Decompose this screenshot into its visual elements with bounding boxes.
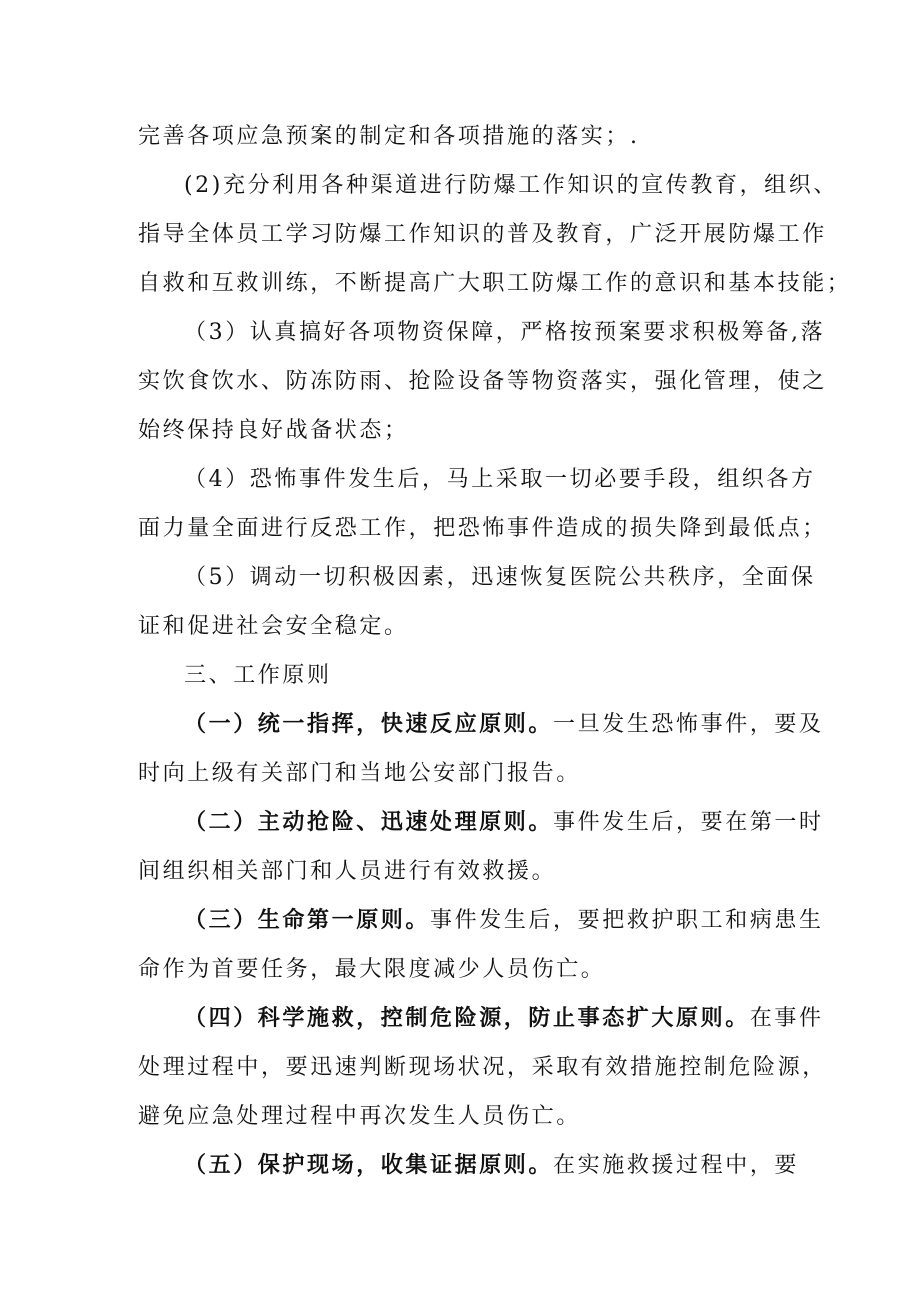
text-line: 处理过程中，要迅速判断现场状况，采取有效措施控制危险源， <box>138 1055 827 1080</box>
principle-line: （二）主动抢险、迅速处理原则。事件发生后，要在第一时 <box>184 809 824 835</box>
text-line: 避免应急处理过程中再次发生人员伤亡。 <box>138 1104 581 1129</box>
text-line: 自救和互救训练，不断提高广大职工防爆工作的意识和基本技能； <box>138 271 852 296</box>
text-line: 时向上级有关部门和当地公安部门报告。 <box>138 761 581 786</box>
text-line: (2)充分利用各种渠道进行防爆工作知识的宣传教育，组织、 <box>184 173 838 198</box>
principle-title: （二）主动抢险、迅速处理原则。 <box>184 809 554 835</box>
text-line: 面力量全面进行反恐工作，把恐怖事件造成的损失降到最低点； <box>138 516 827 541</box>
principle-line: （四）科学施救，控制危险源，防止事态扩大原则。在事件 <box>184 1005 824 1031</box>
principle-title: （五）保护现场，收集证据原则。 <box>184 1152 554 1178</box>
principle-line: （五）保护现场，收集证据原则。在实施救援过程中，要 <box>184 1152 800 1178</box>
principle-title: （四）科学施救，控制危险源，防止事态扩大原则。 <box>184 1005 750 1031</box>
text-line: （3）认真搞好各项物资保障，严格按预案要求积极筹备,落 <box>184 320 826 345</box>
text-line: （5）调动一切积极因素，迅速恢复医院公共秩序，全面保 <box>184 565 816 590</box>
text-line: 证和促进社会安全稳定。 <box>138 614 409 639</box>
principle-line: （三）生命第一原则。事件发生后，要把救护职工和病患生 <box>184 907 824 933</box>
text-line: 命作为首要任务，最大限度减少人员伤亡。 <box>138 957 606 982</box>
principle-line: （一）统一指挥，快速反应原则。一旦发生恐怖事件，要及 <box>184 711 824 737</box>
text-line: 间组织相关部门和人员进行有效救援。 <box>138 859 557 884</box>
document-body <box>138 112 852 1190</box>
text-line: （4）恐怖事件发生后，马上采取一切必要手段，组织各方 <box>184 467 816 492</box>
principle-title: （一）统一指挥，快速反应原则。 <box>184 711 554 737</box>
principle-title: （三）生命第一原则。 <box>184 907 431 933</box>
text-line: 始终保持良好战备状态； <box>138 418 409 443</box>
text-line: 实饮食饮水、防冻防雨、抢险设备等物资落实，强化管理，使之 <box>138 369 827 394</box>
text-line: 完善各项应急预案的制定和各项措施的落实；. <box>138 124 640 149</box>
text-line: 指导全体员工学习防爆工作知识的普及教育，广泛开展防爆工作 <box>138 222 827 247</box>
section-heading: 三、工作原则 <box>184 663 332 688</box>
